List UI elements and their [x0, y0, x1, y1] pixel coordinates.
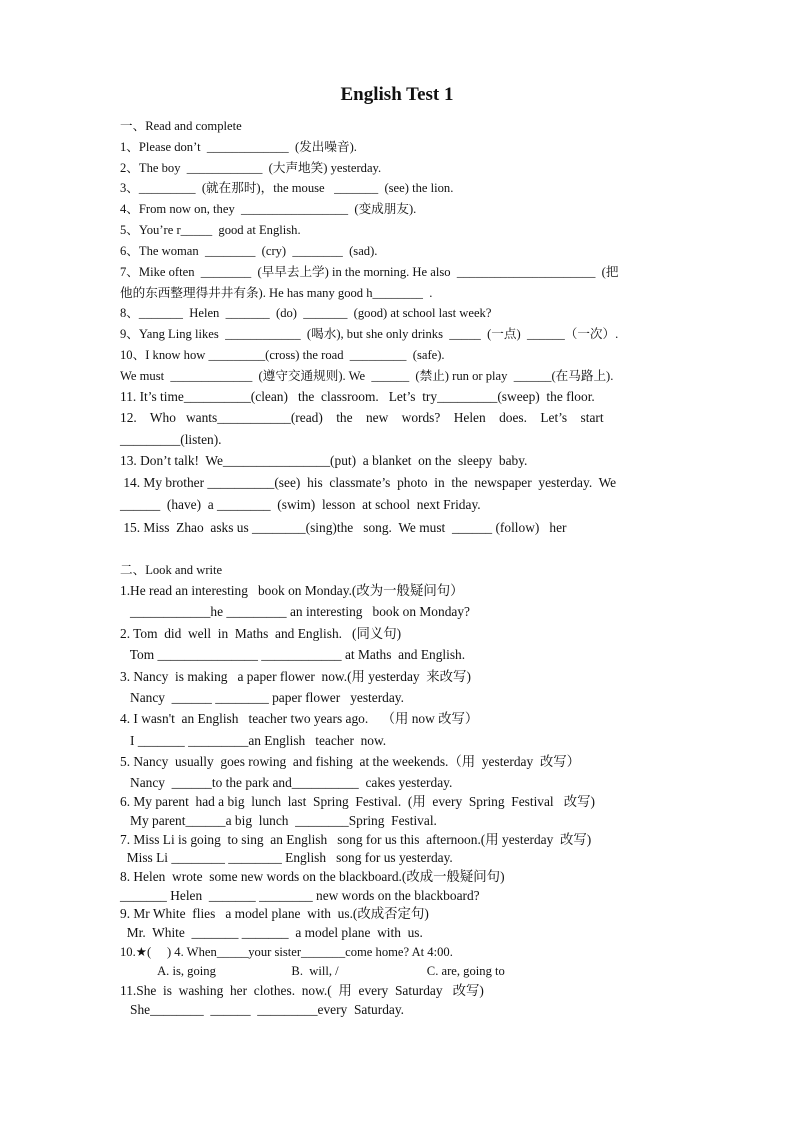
rewrite-11: 11.She is washing her clothes. now.( 用 every Saturday 改写)	[120, 983, 484, 998]
rewrite-11-answer: She________ ______ _________every Saturday.	[120, 1002, 405, 1017]
question-1: 1、Please don’t _____________ (发出噪音).	[120, 140, 357, 154]
question-2: 2、The boy ____________ (大声地笑) yesterday.	[120, 161, 382, 175]
question-15: 15. Miss Zhao asks us ________(sing)the song. We must ______ (follow) her	[120, 520, 567, 535]
question-13: 13. Don’t talk! We________________(put) a blanket on the sleepy baby.	[120, 453, 528, 468]
rewrite-9-answer: Mr. White _______ _______ a model plane with us.	[120, 925, 423, 940]
rewrite-1-answer: ____________he _________ an interesting book on Monday?	[120, 604, 470, 619]
rewrite-6: 6. My parent had a big lunch last Spring Festival. (用 every Spring Festival 改写)	[120, 794, 595, 809]
question-10: 10、I know how _________(cross) the road _________ (safe).	[120, 348, 445, 362]
rewrite-6-answer: My parent______a big lunch ________Spring Festival.	[120, 813, 437, 828]
question-3: 3、_________ (就在那时)，the mouse _______ (see) the lion.	[120, 181, 454, 195]
rewrite-7-answer: Miss Li ________ ________ English song for us yesterday.	[120, 850, 453, 865]
rewrite-4-answer: I _______ _________an English teacher now.	[120, 733, 387, 748]
rewrite-3-answer: Nancy ______ ________ paper flower yesterday.	[120, 690, 404, 705]
question-9: 9、Yang Ling likes ____________ (喝水), but she only drinks _____ (一点) ______（一次）.	[120, 327, 619, 341]
question-7: 7、Mike often ________ (早早去上学) in the morning. He also ______________________ (把	[120, 265, 619, 279]
section-heading-read-and-complete: 一、Read and complete	[120, 119, 242, 133]
rewrite-3: 3. Nancy is making a paper flower now.(用 yesterday 来改写)	[120, 669, 471, 684]
rewrite-8-answer: _______ Helen _______ ________ new words on the blackboard?	[120, 888, 480, 903]
question-12: 12. Who wants___________(read) the new words? Helen does. Let’s start	[120, 410, 604, 425]
question-12-continued: _________(listen).	[120, 432, 222, 447]
question-6: 6、The woman ________ (cry) ________ (sad).	[120, 244, 378, 258]
rewrite-7: 7. Miss Li is going to sing an English song for us this afternoon.(用 yesterday 改写)	[120, 832, 592, 847]
question-14: 14. My brother __________(see) his classmate’s photo in the newspaper yesterday. We	[120, 475, 617, 490]
rewrite-1: 1.He read an interesting book on Monday.(改为一般疑问句）	[120, 583, 464, 598]
rewrite-5-answer: Nancy ______to the park and__________ cakes yesterday.	[120, 775, 453, 790]
rewrite-2: 2. Tom did well in Maths and English. (同义句)	[120, 626, 402, 641]
question-7-continued: 他的东西整理得井井有条). He has many good h________ .	[120, 286, 433, 300]
rewrite-8: 8. Helen wrote some new words on the blackboard.(改成一般疑问句)	[120, 869, 505, 884]
question-11: 11. It’s time__________(clean) the classroom. Let’s try_________(sweep) the floor.	[120, 389, 595, 404]
rewrite-2-answer: Tom _______________ ____________ at Maths and English.	[120, 647, 466, 662]
section-heading-look-and-write: 二、Look and write	[120, 563, 223, 577]
page-title: English Test 1	[340, 84, 454, 105]
rewrite-9: 9. Mr White flies a model plane with us.(改成否定句)	[120, 906, 429, 921]
choice-10-options: A. is, going B. will, / C. are, going to	[120, 964, 505, 978]
rewrite-5: 5. Nancy usually goes rowing and fishing at the weekends.（用 yesterday 改写）	[120, 754, 581, 769]
question-8: 8、_______ Helen _______ (do) _______ (good) at school last week?	[120, 306, 492, 320]
choice-10: 10.★( ) 4. When_____your sister_______come home? At 4:00.	[120, 945, 453, 959]
question-14-continued: ______ (have) a ________ (swim) lesson at school next Friday.	[120, 497, 481, 512]
question-5: 5、You’re r_____ good at English.	[120, 223, 301, 237]
question-10-continued: We must _____________ (遵守交通规则). We ______ (禁止) run or play ______(在马路上).	[120, 369, 614, 383]
rewrite-4: 4. I wasn't an English teacher two years ago. （用 now 改写）	[120, 711, 479, 726]
question-4: 4、From now on, they _________________ (变成朋友).	[120, 202, 417, 216]
